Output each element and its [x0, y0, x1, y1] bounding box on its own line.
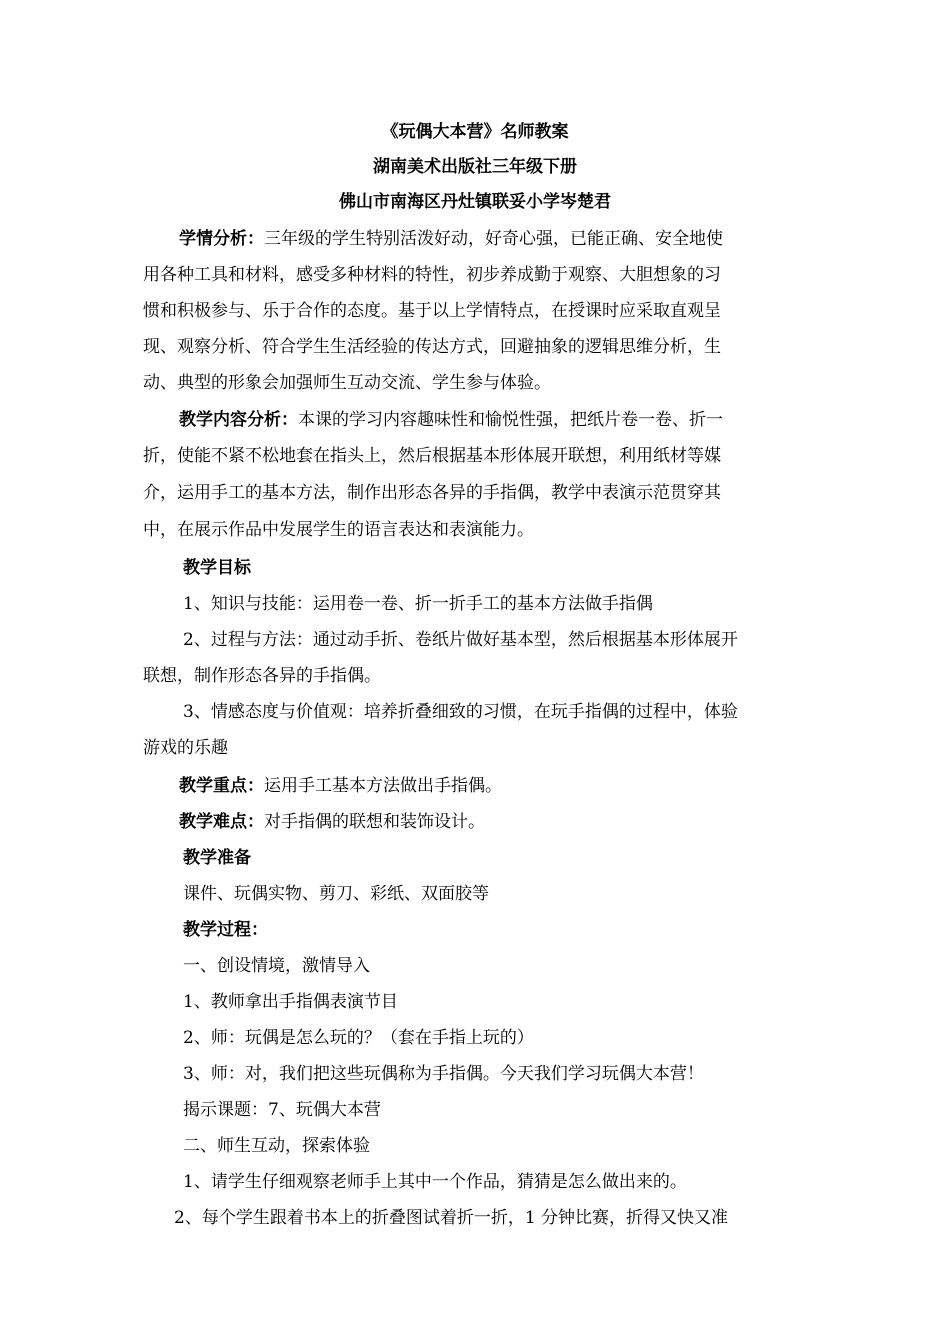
student-analysis-first-line	[179, 227, 723, 251]
key-point-label: 教学重点：	[179, 776, 264, 796]
teaching-difficulty	[179, 810, 485, 834]
process-line: 一、创设情境，激情导入	[183, 956, 370, 976]
student-analysis-line: 动、典型的形象会加强师生互动交流、学生参与体验。	[143, 373, 551, 393]
content-analysis-line: 中，在展示作品中发展学生的语言表达和表演能力。	[143, 520, 534, 540]
process-line: 二、师生互动，探索体验	[183, 1136, 370, 1156]
difficulty-label: 教学难点：	[179, 812, 264, 832]
student-analysis-line: 惯和积极参与、乐于合作的态度。基于以上学情特点，在授课时应采取直观呈	[143, 301, 721, 321]
key-point-text: 运用手工基本方法做出手指偶。	[264, 776, 502, 796]
difficulty-text: 对手指偶的联想和装饰设计。	[264, 812, 485, 832]
preparation-text: 课件、玩偶实物、剪刀、彩纸、双面胶等	[183, 884, 489, 904]
process-line: 3、师：对，我们把这些玩偶称为手指偶。今天我们学习玩偶大本营！	[183, 1064, 704, 1084]
teaching-key-point	[179, 774, 502, 798]
author-line: 佛山市南海区丹灶镇联妥小学岑楚君	[339, 192, 611, 212]
document-title: 《玩偶大本营》名师教案	[381, 122, 569, 142]
student-analysis-line: 用各种工具和材料，感受多种材料的特性，初步养成勤于观察、大胆想象的习	[143, 265, 721, 285]
goal-line: 1、知识与技能：运用卷一卷、折一折手工的基本方法做手指偶	[183, 594, 653, 614]
process-line: 1、教师拿出手指偶表演节目	[183, 992, 398, 1012]
content-analysis-line: 介，运用手工的基本方法，制作出形态各异的手指偶，教学中表演示范贯穿其	[143, 483, 721, 503]
content-analysis-line: 折，使能不紧不松地套在指头上，然后根据基本形体展开联想，利用纸材等媒	[143, 446, 721, 466]
goal-line: 2、过程与方法：通过动手折、卷纸片做好基本型，然后根据基本形体展开	[183, 630, 738, 650]
goal-line: 3、情感态度与价值观：培养折叠细致的习惯，在玩手指偶的过程中，体验	[183, 702, 738, 722]
content-analysis-label: 教学内容分析：	[179, 410, 298, 430]
preparation-heading: 教学准备	[183, 848, 251, 868]
student-analysis-label: 学情分析：	[179, 229, 264, 249]
content-analysis-first-line	[179, 408, 723, 432]
process-line: 1、请学生仔细观察老师手上其中一个作品，猜猜是怎么做出来的。	[183, 1172, 687, 1192]
process-line: 2、每个学生跟着书本上的折叠图试着折一折，1 分钟比赛，折得又快又准	[174, 1208, 729, 1228]
process-line: 揭示课题：7、玩偶大本营	[183, 1100, 381, 1120]
goal-line: 联想，制作形态各异的手指偶。	[143, 666, 381, 686]
process-line: 2、师：玩偶是怎么玩的？（套在手指上玩的）	[183, 1028, 534, 1048]
goal-line: 游戏的乐趣	[143, 738, 228, 758]
student-analysis-text: 三年级的学生特别活泼好动，好奇心强，已能正确、安全地使	[264, 229, 723, 249]
publisher-line: 湖南美术出版社三年级下册	[373, 157, 577, 177]
goals-heading: 教学目标	[183, 558, 251, 578]
student-analysis-line: 现、观察分析、符合学生生活经验的传达方式，回避抽象的逻辑思维分析，生	[143, 337, 721, 357]
content-analysis-text: 本课的学习内容趣味性和愉悦性强，把纸片卷一卷、折一	[298, 410, 723, 430]
process-heading: 教学过程：	[183, 920, 268, 940]
